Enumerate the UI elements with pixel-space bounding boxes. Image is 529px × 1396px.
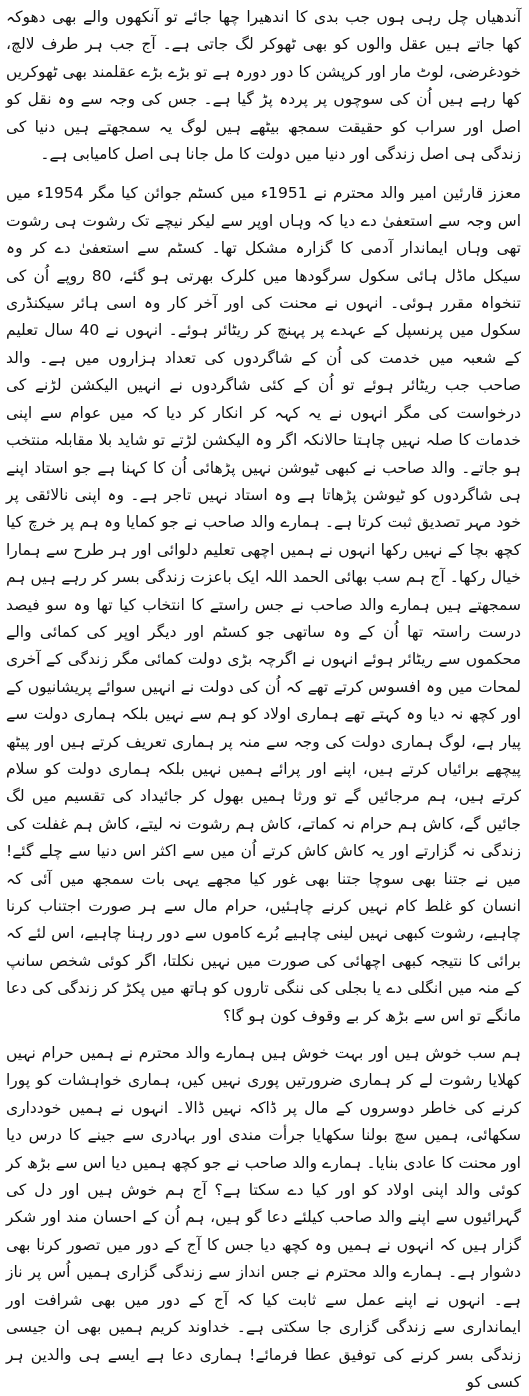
paragraph-gratitude: ہم سب خوش ہیں اور بہت خوش ہیں ہمارے والد محترم نے ہمیں حرام نہیں کھلایا رشوت لے کر ہماری ضرورتیں پوری نہیں کیں، ہماری خواہشات کو پورا کرنے کی خاطر دوسروں کے مال پر ڈاکہ نہیں ڈالا۔ انہوں نے ہمیں خودداری سکھائی، ہمیں سچ بولنا سکھایا جرأت مندی اور بہادری سے جینے کا درس دیا اور محنت کا عادی بنایا۔ ہمارے والد صاحب نے جو کچھ ہمیں دیا اس سے بڑھ کر کوئی والد اپنی اولاد کو اور کیا دے سکتا ہے؟ آج ہم خوش ہیں اور دل کی گہرائیوں سے اپنے والد صاحب کیلئے دعا گو ہیں، ہم اُن کے احسان مند اور شکر گزار ہیں کہ انہوں نے ہمیں وہ کچھ دیا جس کا آج کے دور میں تصور کرنا بھی دشوار ہے۔ ہمارے والد محترم نے جس انداز سے زندگی گزاری ہمیں اُس پر ناز ہے۔ انہوں نے اپنے عمل سے ثابت کیا کہ آج کے دور میں بھی شرافت اور ایمانداری سے زندگی گزاری جا سکتی ہے۔ خداوند کریم ہمیں بھی ان جیسی زندگی بسر کرنے کی توفیق عطا فرمائے! ہماری دعا ہے ایسے ہی والدین ہر کسی کو (6, 1044, 521, 1391)
paragraph-father-story: معزز قارئین امیر والد محترم نے 1951ء میں کسٹم جوائن کیا مگر 1954ء میں اس وجہ سے استعفیٰ دے دیا کہ وہاں اوپر سے لیکر نیچے تک رشوت ہی رشوت تھی وہاں ایماندار آدمی کا گزارہ مشکل تھا۔ کسٹم سے استعفیٰ دے کر وہ سیکل ماڈل ہائی سکول سرگودھا میں کلرک بھرتی ہو گئے، 80 روپے اُن کی تنخواہ مقرر ہوئی۔ انہوں نے محنت کی اور آخر کار وہ اسی ہائر سیکنڈری سکول میں پرنسپل کے عہدے پر پہنچ کر ریٹائر ہوئے۔ انہوں نے 40 سال تعلیم کے شعبہ میں خدمت کی اُن کے شاگردوں کی تعداد ہزاروں میں ہے۔ والد صاحب جب ریٹائر ہوئے تو اُن کے کئی شاگردوں نے انہیں الیکشن لڑنے کی درخواست کی مگر انہوں نے یہ کہہ کر انکار کر دیا کہ میں عوام سے اپنی خدمات کا صلہ نہیں چاہتا حالانکہ اگر وہ الیکشن لڑتے تو شاید بلا مقابلہ منتخب ہو جاتے۔ والد صاحب نے کبھی ٹیوشن نہیں پڑھائی اُن کا کہنا ہے جو استاد اپنے ہی شاگردوں کو ٹیوشن پڑھاتا ہے وہ استاد نہیں تاجر ہے۔ وہ اپنی نالائقی پر خود مہر تصدیق ثبت کرتا ہے۔ ہمارے والد صاحب نے جو کمایا وہ ہم پر خرچ کیا کچھ بچا کے نہیں رکھا انہوں نے ہمیں اچھی تعلیم دلوائی اور ہر طرح سے ہمارا خیال رکھا۔ آج ہم سب بھائی الحمد اللہ ایک باعزت زندگی بسر کر رہے ہیں ہم سمجھتے ہیں ہمارے والد صاحب نے جس راستے کا انتخاب کیا تھا وہ سو فیصد درست راستہ تھا اُن کے وہ ساتھی جو کسٹم اور دیگر اوپر کی کمائی والے محکموں سے ریٹائر ہوئے انہوں نے اگرچہ بڑی دولت کمائی مگر زندگی کے آخری لمحات میں وہ افسوس کرتے تھے کہ اُن کی دولت نے انہیں سوائے پریشانیوں کے اور کچھ نہ دیا وہ کہتے تھے ہماری اولاد کو ہم سے نہیں بلکہ ہماری دولت سے پیار ہے، لوگ ہماری دولت کی وجہ سے منہ پر ہماری تعریف کرتے ہیں اور پیٹھ پیچھے برائیاں کرتے ہیں، اپنے اور پرائے ہمیں نہیں بلکہ ہماری دولت کو سلام کرتے ہیں، ہم مرجائیں گے تو ورثا ہمیں بھول کر جائیداد کی تقسیم میں لگ جائیں گے، کاش ہم حرام نہ کماتے، کاش ہم رشوت نہ لیتے، کاش ہم غفلت کی زندگی نہ گزارتے اور یہ کاش کاش کرتے اُن میں سے اکثر اس دنیا سے چلے گئے! میں نے جتنا بھی سوچا جتنا بھی غور کیا مجھے یہی بات سمجھ میں آئی کہ انسان کو غلط کام نہیں کرنے چاہئیں، حرام مال سے ہر صورت اجتناب کرنا چاہیے، رشوت کبھی نہیں لینی چاہیے بُرے کاموں سے دور رہنا چاہیے، اس لئے کہ برائی کا نتیجہ کبھی اچھائی کی صورت میں نہیں نکلتا، اگر کوئی شخص سانپ کے منہ میں انگلی دے یا بجلی کی ننگی تاروں کو ہاتھ میں پکڑ کر زندگی کی دعا مانگے تو اس سے بڑھ کر بے وقوف کون ہو گا؟ (6, 184, 521, 1025)
paragraph-intro: آندھیاں چل رہی ہوں جب بدی کا اندھیرا چھا جائے تو آنکھوں والے بھی دھوکہ کھا جاتے ہیں عقل والوں کو بھی ٹھوکر لگ جاتی ہے۔ آج جب ہر طرف لالچ، خودغرضی، لوٹ مار اور کرپشن کا دور دورہ ہے تو بڑے بڑے عقلمند بھی ٹھوکریں کھا رہے ہیں اُن کی سوچوں پر پردہ پڑ گیا ہے۔ جس کی وجہ سے وہ نقل کو اصل اور سراب کو حقیقت سمجھ بیٹھے ہیں لوگ یہ سمجھتے ہیں دنیا کی زندگی ہی اصل زندگی اور دنیا میں دولت کا مل جانا ہی اصل کامیابی ہے۔ (6, 8, 521, 164)
